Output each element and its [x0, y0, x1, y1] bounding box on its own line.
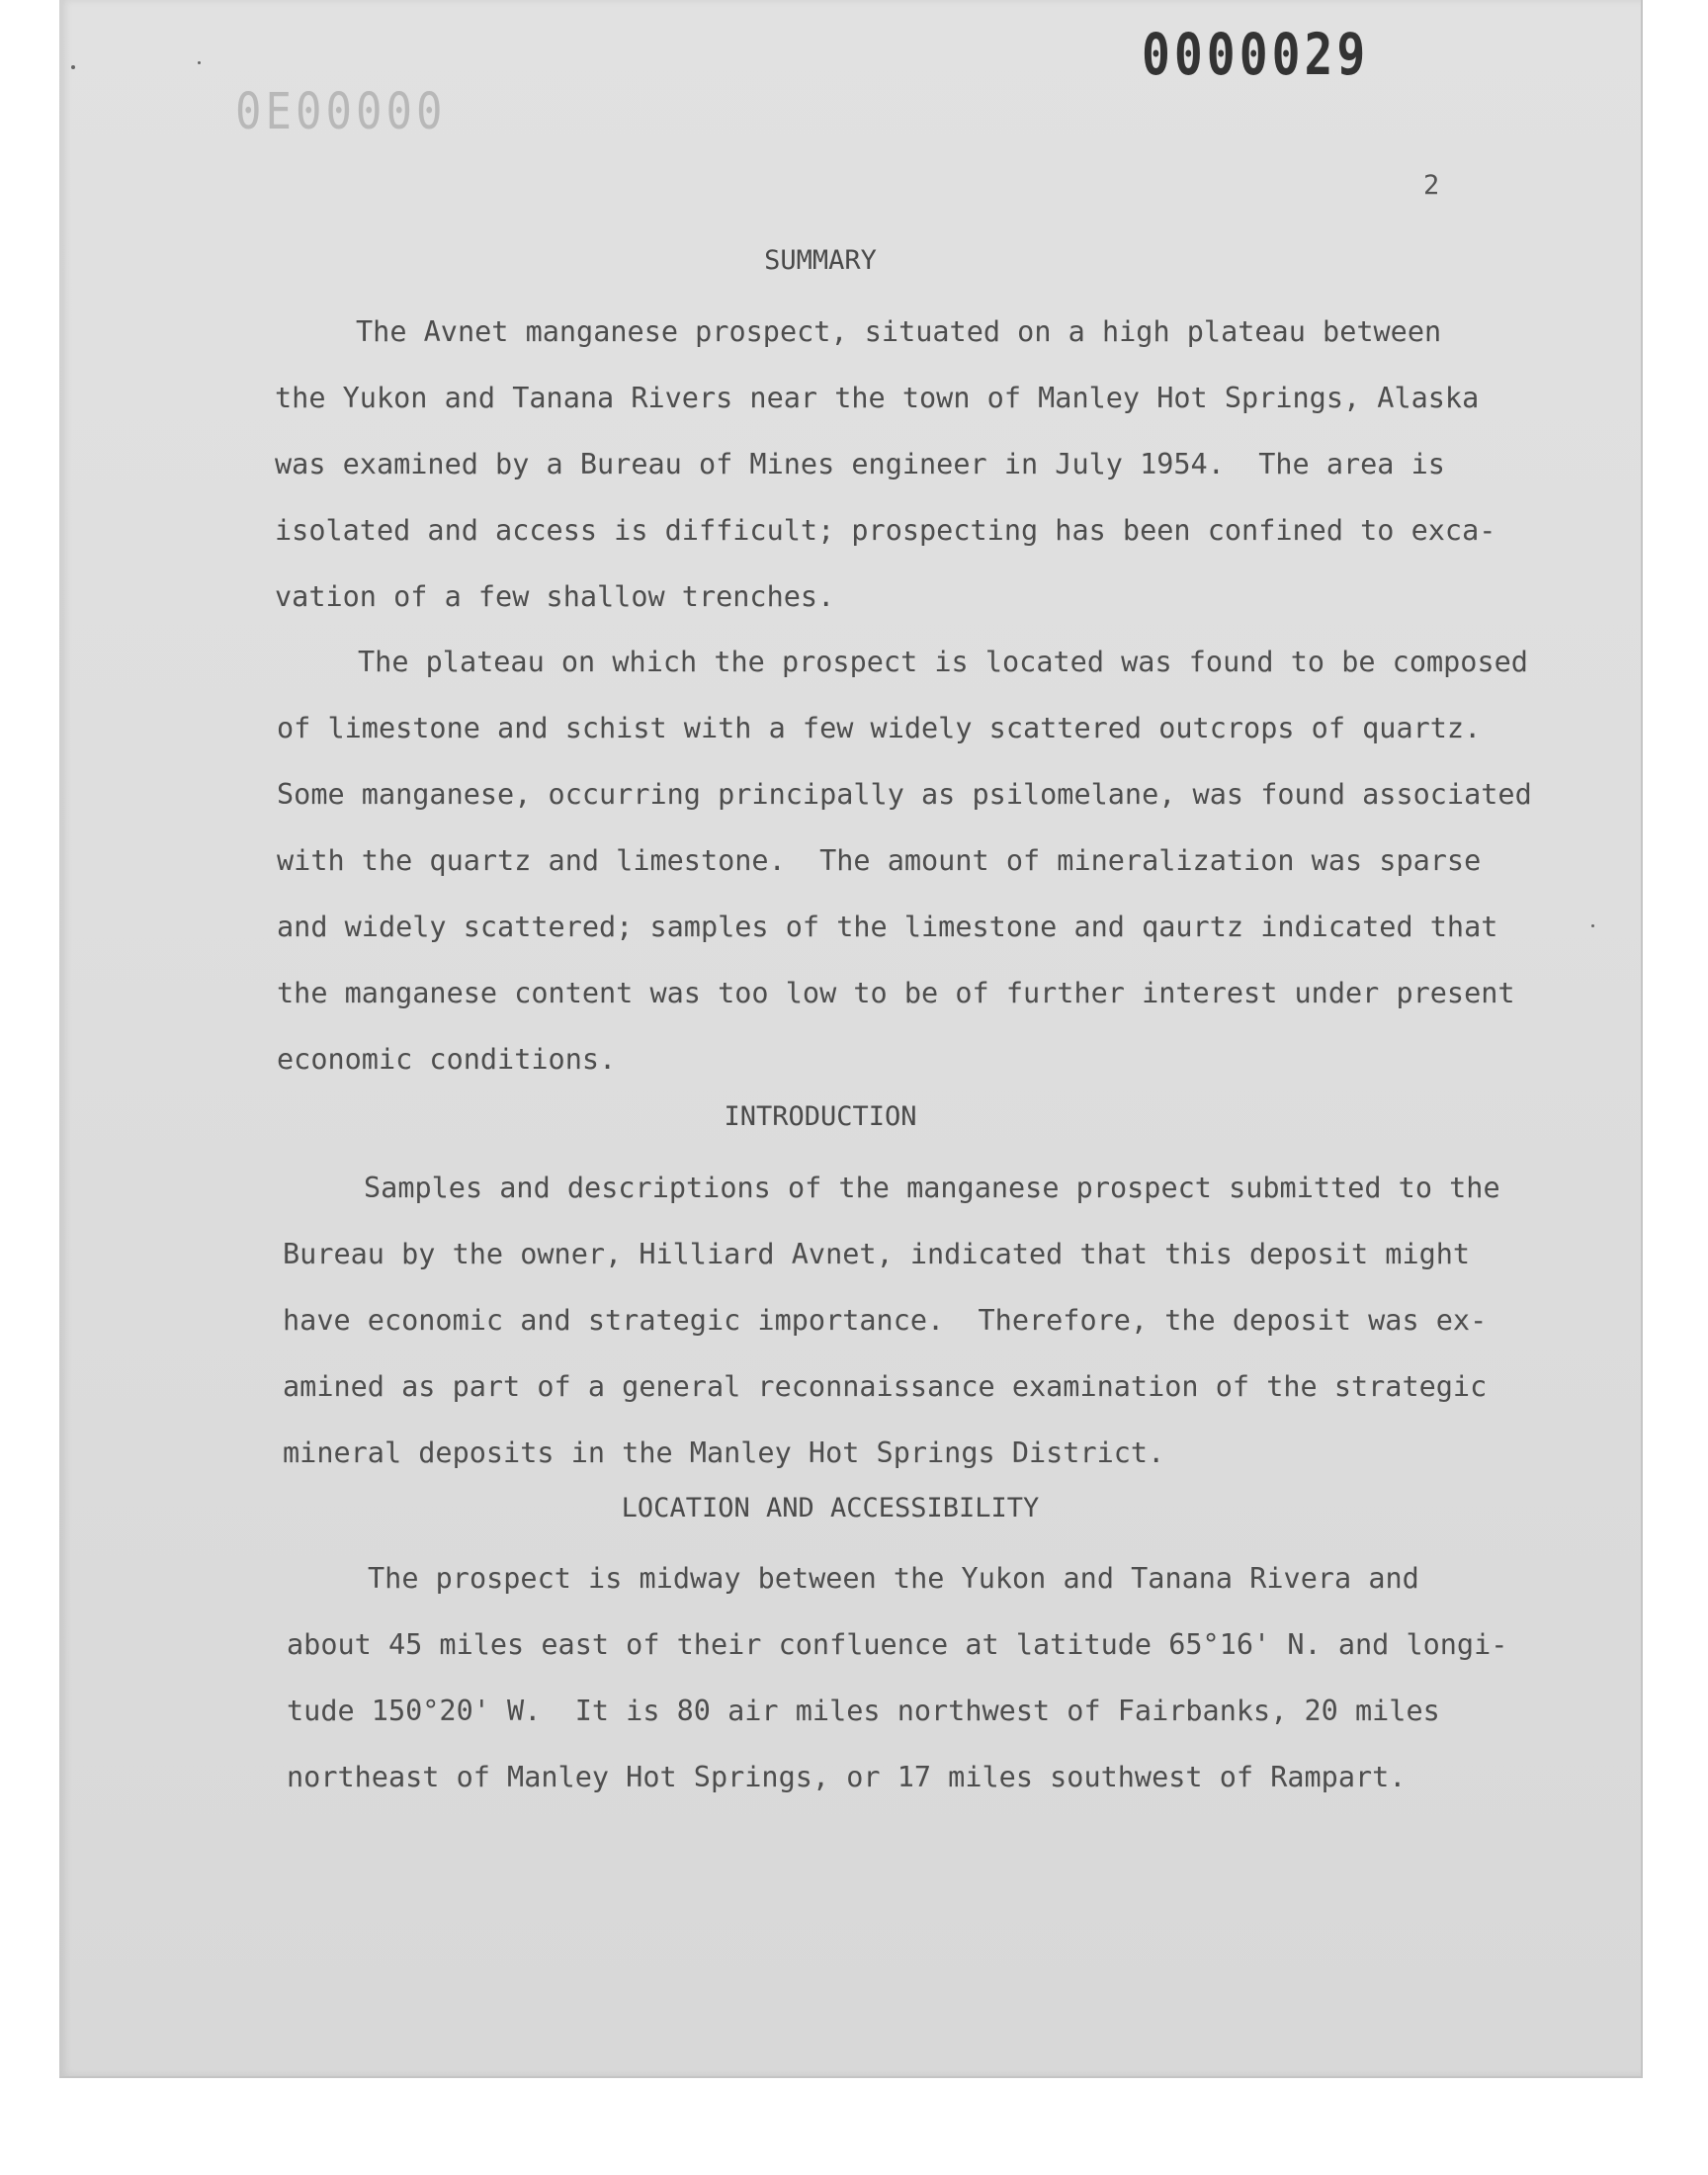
text-line: The Avnet manganese prospect, situated on a high plateau between	[356, 315, 1442, 348]
text-line: and widely scattered; samples of the limestone and qaurtz indicated that	[277, 911, 1498, 943]
text-line: Some manganese, occurring principally as psilomelane, was found associated	[277, 778, 1532, 811]
summary-paragraph-2	[277, 629, 1581, 1092]
scanned-page	[59, 0, 1643, 2078]
text-line: of limestone and schist with a few widely scattered outcrops of quartz.	[277, 712, 1482, 744]
text-line: The prospect is midway between the Yukon and Tanana Rivera and	[368, 1562, 1419, 1595]
scan-speck	[1591, 924, 1594, 927]
text-line: was examined by a Bureau of Mines engineer in July 1954. The area is	[275, 448, 1445, 480]
text-line: Bureau by the owner, Hilliard Avnet, indicated that this deposit might	[283, 1238, 1471, 1270]
text-line: with the quartz and limestone. The amount of mineralization was sparse	[277, 844, 1482, 877]
text-line: mineral deposits in the Manley Hot Springs District.	[283, 1436, 1165, 1469]
section-heading-location: LOCATION AND ACCESSIBILITY	[621, 1493, 1040, 1523]
text-line: northeast of Manley Hot Springs, or 17 miles southwest of Rampart.	[287, 1761, 1407, 1793]
text-line: the manganese content was too low to be of further interest under present	[277, 977, 1515, 1009]
summary-paragraph-1	[275, 299, 1580, 630]
text-line: have economic and strategic importance. Therefore, the deposit was ex-	[283, 1304, 1488, 1337]
text-line: vation of a few shallow trenches.	[275, 580, 835, 613]
document-number-stamp: 0000029	[1142, 22, 1370, 89]
text-line: isolated and access is difficult; prospecting has been confined to exca-	[275, 514, 1496, 547]
text-line: The plateau on which the prospect is located was found to be composed	[358, 646, 1528, 678]
section-heading-summary: SUMMARY	[764, 245, 877, 276]
text-line: the Yukon and Tanana Rivers near the town of Manley Hot Springs, Alaska	[275, 382, 1480, 414]
text-line: about 45 miles east of their confluence at latitude 65°16' N. and longi-	[287, 1628, 1508, 1661]
text-line: tude 150°20' W. It is 80 air miles northwest of Fairbanks, 20 miles	[287, 1695, 1440, 1727]
scan-speck	[71, 65, 75, 69]
introduction-paragraph	[283, 1155, 1587, 1486]
section-heading-introduction: INTRODUCTION	[724, 1101, 917, 1132]
scan-speck	[198, 61, 201, 64]
text-line: amined as part of a general reconnaissance examination of the strategic	[283, 1370, 1488, 1403]
text-line: economic conditions.	[277, 1043, 617, 1076]
faded-document-number-stamp: 0E00000	[235, 83, 447, 141]
page-number: 2	[1423, 170, 1440, 201]
text-line: Samples and descriptions of the manganese prospect submitted to the	[364, 1172, 1500, 1204]
location-paragraph	[287, 1545, 1591, 1810]
